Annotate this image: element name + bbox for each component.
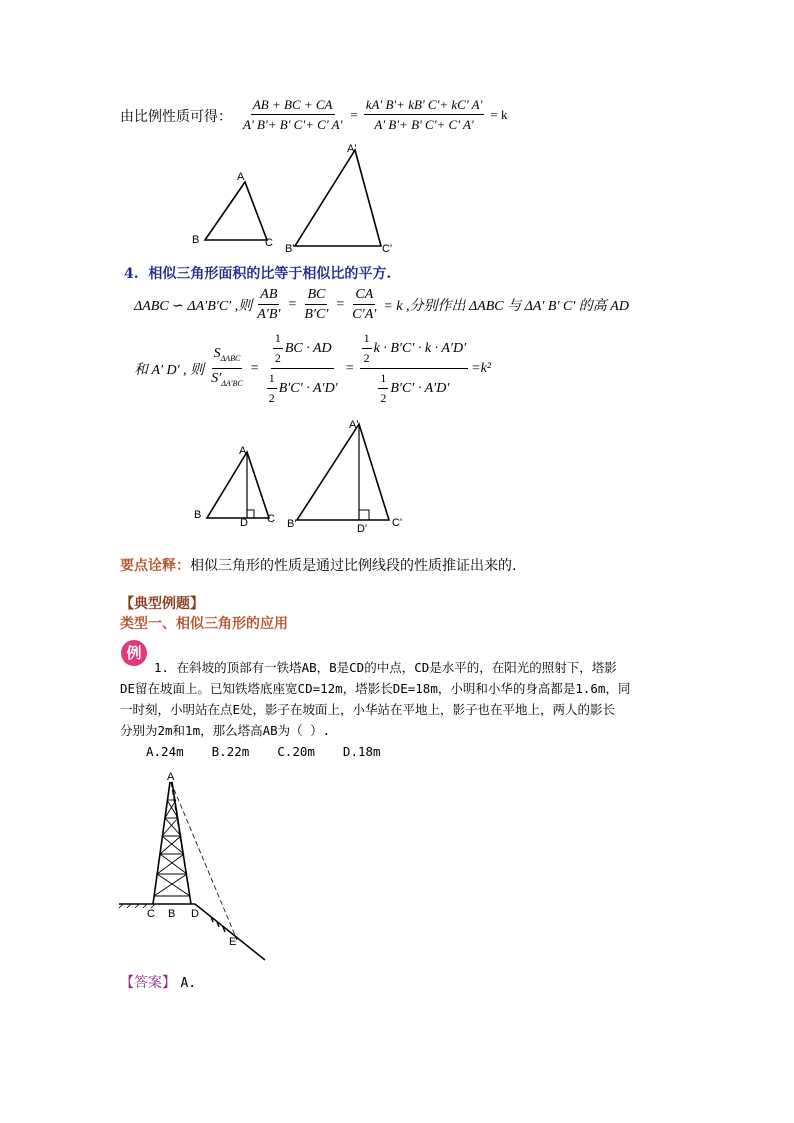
prop3-lead: 由比例性质可得：	[120, 109, 232, 125]
equals-sign: =	[250, 360, 259, 376]
area-s-prime: S′	[211, 371, 222, 386]
area-expr-2	[360, 330, 468, 407]
answer-value: A.	[180, 976, 197, 991]
half-den: 2	[363, 351, 370, 365]
ratio-bc-num: BC	[305, 286, 327, 305]
label-a: A	[237, 171, 245, 183]
slope-line	[195, 904, 265, 960]
key-point-text: 相似三角形的性质是通过比例线段的性质推证出来的.	[190, 558, 517, 574]
area-s-prime-sub: ΔA′BC	[221, 378, 243, 388]
label-b: B	[192, 234, 200, 246]
area-s-sub: ΔABC	[220, 354, 241, 363]
area-s: S	[213, 346, 221, 362]
prop3-f1-num: AB + BC + CA	[251, 96, 335, 115]
label-c: C	[267, 513, 275, 525]
equals-sign: =	[345, 360, 354, 376]
right-angle-d1	[359, 510, 369, 520]
prop3-formula	[238, 96, 510, 133]
label-b-prime: B'	[285, 243, 295, 255]
example-badge: 例	[121, 640, 147, 666]
prop3-f2-num: kA' B'+ kB' C'+ kC' A'	[364, 96, 485, 115]
area-expr-1-den	[265, 369, 340, 407]
label-a-prime: A'	[349, 419, 359, 431]
similar-triangles-figure	[185, 140, 415, 260]
prop4-line1-pre: ΔABC ∽ ΔA′B′C′ ,则	[134, 298, 253, 314]
answer-label: 【答案】	[120, 975, 176, 991]
answer-row	[120, 973, 196, 994]
label-a: A	[239, 445, 247, 457]
label-d: D	[240, 517, 248, 529]
half-den: 2	[268, 391, 275, 405]
half	[273, 330, 283, 367]
triangle-a1b1c1-altitude	[297, 424, 389, 520]
label-d-prime: D'	[357, 523, 368, 535]
label-a: A	[167, 771, 175, 783]
area-expr-1-num-text: BC · AD	[284, 341, 332, 356]
prop4-line1	[134, 286, 629, 323]
half	[267, 370, 277, 407]
half-num: 1	[267, 370, 277, 389]
triangle-abc	[205, 182, 267, 240]
right-angle-d	[247, 510, 254, 518]
triangle-abc-altitude	[207, 452, 269, 518]
area-expr-2-num	[360, 330, 468, 369]
area-ratio-den	[209, 369, 245, 392]
area-expr-2-den	[376, 369, 451, 407]
option-a: A.24m	[146, 744, 184, 759]
equals-sign: =	[336, 296, 345, 312]
example-line-2: DE留在坡面上。已知铁塔底座宽CD=12m，塔影长DE=18m，小明和小华的身高都是1.6m，同	[120, 681, 631, 696]
ratio-ca-den: C′A′	[352, 307, 377, 322]
prop4-number: 4.	[124, 266, 139, 282]
half-den: 2	[380, 391, 387, 405]
prop3-result: = k	[490, 106, 508, 122]
area-ratio	[209, 345, 245, 392]
altitude-triangles-figure	[185, 412, 415, 537]
area-expr-2-den-text: B′C′ · A′D′	[390, 381, 450, 396]
shadow-ray-to-e	[171, 782, 237, 940]
half-num: 1	[378, 370, 388, 389]
prop4-heading	[124, 265, 391, 283]
prop4-title: 相似三角形面积的比等于相似比的平方.	[148, 266, 392, 282]
area-ratio-num	[212, 345, 243, 369]
ratio-bc-den: B′C′	[304, 307, 329, 322]
prop3-f1-den: A' B'+ B' C'+ C' A'	[243, 117, 343, 132]
label-b: B	[168, 908, 176, 920]
options-row	[146, 741, 381, 762]
label-d: D	[191, 908, 199, 920]
key-point	[120, 557, 516, 575]
label-b-prime: B'	[287, 518, 297, 530]
label-c: C	[265, 237, 273, 249]
prop4-line2	[134, 330, 491, 407]
section-heading: 【典型例题】	[120, 596, 204, 612]
half-num: 1	[362, 330, 372, 349]
key-point-label: 要点诠释：	[120, 558, 190, 574]
area-expr-2-num-text: k · B′C′ · k · A′D′	[373, 341, 467, 356]
label-c: C	[147, 908, 155, 920]
option-d: D.18m	[342, 744, 381, 759]
prop3-fraction-1	[241, 96, 344, 133]
label-a-prime: A'	[347, 143, 357, 155]
option-c: C.20m	[277, 744, 315, 759]
equals-sign: =	[350, 106, 358, 122]
prop3-f2-den: A' B'+ B' C'+ C' A'	[374, 117, 474, 132]
ratio-ab-num: AB	[258, 286, 279, 305]
example-line-1: 1. 在斜坡的顶部有一铁塔AB，B是CD的中点，CD是水平的，在阳光的照射下，塔影	[154, 660, 617, 675]
half-den: 2	[274, 351, 281, 365]
area-expr-1-num	[271, 330, 334, 369]
ratio-bc	[302, 286, 330, 323]
area-expr-1-den-text: B′C′ · A′D′	[278, 381, 338, 396]
type1-heading: 类型一、相似三角形的应用	[120, 616, 288, 632]
area-expr-1	[265, 330, 340, 407]
triangle-a1b1c1	[295, 150, 381, 246]
half	[378, 370, 388, 407]
half	[362, 330, 372, 367]
prop3-fraction-2	[364, 96, 485, 133]
label-c-prime: C'	[392, 517, 403, 529]
prop4-line2-pre: 和 A' D' , 则	[134, 362, 205, 378]
ratio-ca	[350, 286, 378, 323]
example-line-4: 分别为2m和1m，那么塔高AB为（ ）.	[120, 723, 331, 738]
label-b: B	[194, 509, 202, 521]
ratio-ab-den: A′B′	[257, 307, 281, 322]
ratio-ca-num: CA	[353, 286, 375, 305]
equals-sign: =	[288, 296, 297, 312]
half-num: 1	[273, 330, 283, 349]
tower-slope-figure	[115, 770, 275, 965]
example-line-3: 一时刻，小明站在点E处，影子在坡面上，小华站在平地上，影子也在平地上，两人的影长	[120, 702, 616, 717]
prop4-line1-post: = k ,分别作出 ΔABC 与 ΔA' B' C' 的高 AD	[383, 298, 629, 314]
label-c-prime: C'	[382, 243, 393, 255]
option-b: B.22m	[211, 744, 250, 759]
prop4-result: =k²	[471, 360, 491, 376]
ratio-ab	[255, 286, 282, 323]
label-e: E	[229, 936, 237, 948]
